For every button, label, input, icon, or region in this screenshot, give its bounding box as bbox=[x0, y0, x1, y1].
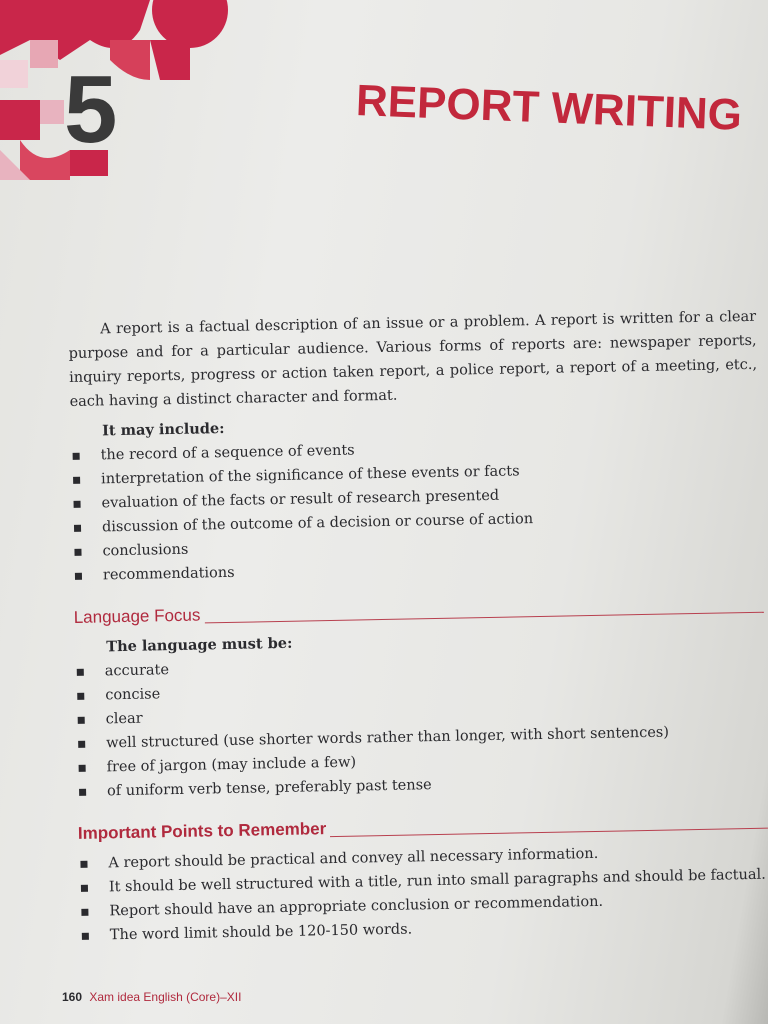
page-footer bbox=[62, 990, 241, 1004]
chapter-number: 5 bbox=[64, 56, 116, 163]
list-item: free of jargon (may include a few) bbox=[76, 743, 766, 780]
list-item: Report should have an appropriate conclusion or recommendation. bbox=[79, 887, 768, 924]
important-points-list bbox=[78, 839, 768, 948]
intro-paragraph: A report is a factual description of an issue or a problem. A report is written for a clear purpose and for a particular audience. Various forms of reports are: newspaper reports, inquiry reports, progress or action taken report, a police report, a report of a meeting, etc., each having a distinct character and format. bbox=[68, 308, 758, 410]
list-item: well structured (use shorter words rather than longer, with short sentences) bbox=[76, 719, 766, 756]
list-item: accurate bbox=[75, 647, 765, 684]
list-item: the record of a sequence of events bbox=[70, 431, 760, 468]
book-title: Xam idea English (Core)–XII bbox=[89, 990, 242, 1004]
section-title: Important Points to Remember bbox=[77, 819, 327, 843]
list-item: interpretation of the significance of these events or facts bbox=[71, 455, 761, 492]
language-heading: The language must be: bbox=[106, 634, 293, 656]
list-item: evaluation of the facts or result of research presented bbox=[71, 479, 761, 516]
chapter-decoration bbox=[0, 0, 240, 190]
list-item: The word limit should be 120-150 words. bbox=[80, 911, 768, 948]
list-item: It should be well structured with a title, run into small paragraphs and should be factual. bbox=[79, 863, 768, 900]
page-content bbox=[68, 305, 768, 948]
section-title: Language Focus bbox=[73, 605, 201, 627]
chapter-title: REPORT WRITING bbox=[355, 76, 743, 140]
includes-list bbox=[70, 431, 763, 588]
list-item: A report should be practical and convey all necessary information. bbox=[78, 839, 768, 876]
section-rule bbox=[330, 828, 768, 837]
includes-heading: It may include: bbox=[102, 420, 225, 440]
section-rule bbox=[205, 612, 764, 624]
list-item: clear bbox=[75, 695, 765, 732]
list-item: concise bbox=[75, 671, 765, 708]
list-item: of uniform verb tense, preferably past tense bbox=[77, 767, 767, 804]
list-item: discussion of the outcome of a decision or course of action bbox=[72, 503, 762, 540]
language-list bbox=[75, 647, 768, 804]
page-number: 160 bbox=[62, 990, 83, 1004]
list-item: recommendations bbox=[73, 551, 763, 588]
list-item: conclusions bbox=[72, 527, 762, 564]
